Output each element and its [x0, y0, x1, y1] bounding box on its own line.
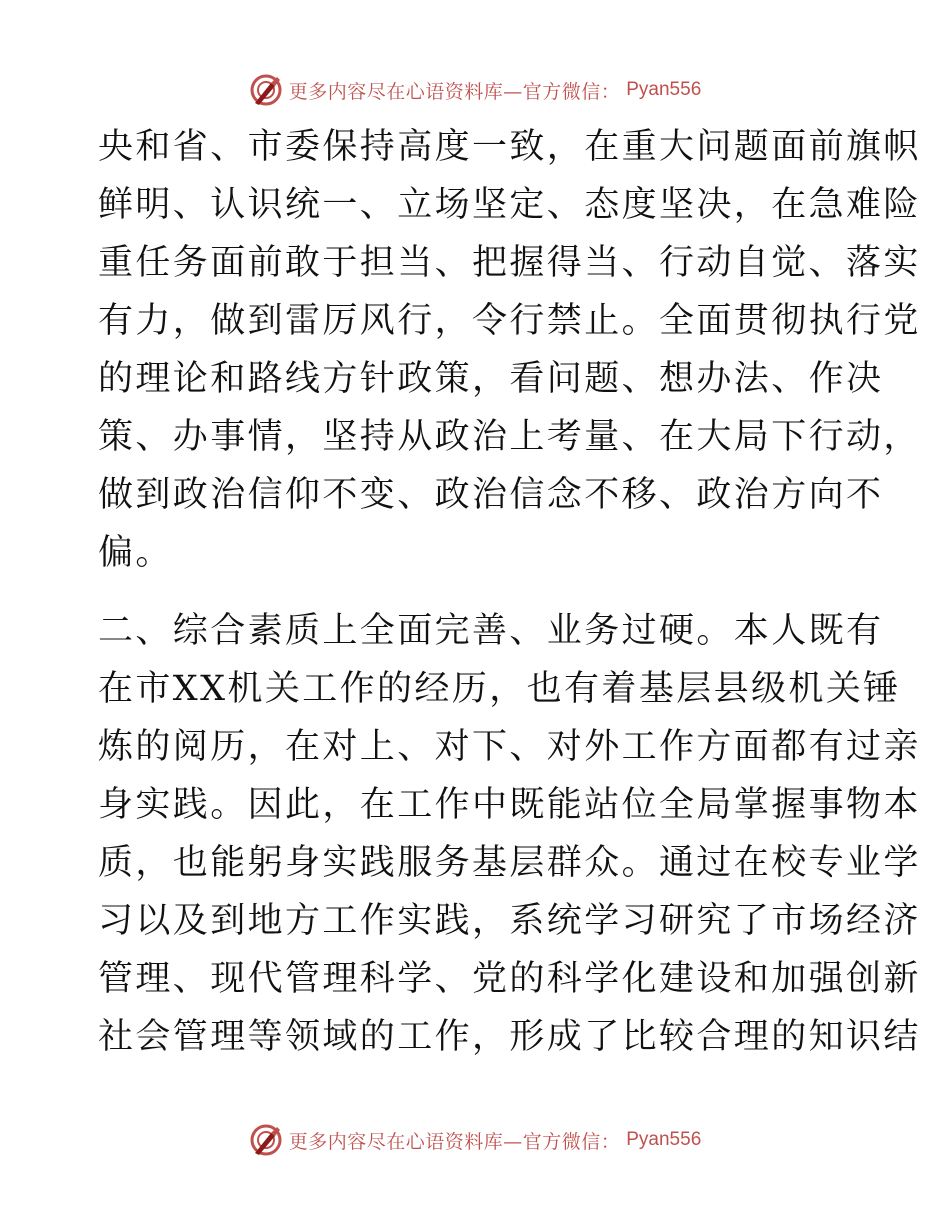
watermark-text: 更多内容尽在心语资料库—官方微信： — [288, 80, 621, 103]
text-line: 有力，做到雷厉风行，令行禁止。全面贯彻执行党 — [98, 301, 921, 341]
text-line: 管理、现代管理科学、党的科学化建设和加强创新 — [98, 959, 921, 999]
footer-watermark — [0, 1122, 950, 1158]
header-watermark — [0, 72, 950, 108]
watermark-text: 更多内容尽在心语资料库—官方微信： — [288, 1130, 621, 1153]
paragraph-gap — [98, 582, 858, 602]
watermark-wechat-id: Pyan556 — [626, 1129, 702, 1150]
text-line: 鲜明、认识统一、立场坚定、态度坚决，在急难险 — [98, 185, 921, 225]
text-line: 做到政治信仰不变、政治信念不移、政治方向不 — [98, 475, 884, 515]
text-line: 身实践。因此，在工作中既能站位全局掌握事物本 — [98, 785, 921, 825]
text-line: 习以及到地方工作实践，系统学习研究了市场经济 — [98, 901, 921, 941]
text-line: 二、综合素质上全面完善、业务过硬。本人既有 — [98, 611, 884, 651]
text-line: 央和省、市委保持高度一致，在重大问题面前旗帜 — [98, 127, 921, 167]
text-line: 社会管理等领域的工作，形成了比较合理的知识结 — [98, 1017, 921, 1057]
pen-logo-icon — [249, 1123, 283, 1157]
document-body — [98, 118, 921, 1066]
text-line: 炼的阅历，在对上、对下、对外工作方面都有过亲 — [98, 727, 921, 767]
pen-logo-icon — [249, 73, 283, 107]
text-line: 的理论和路线方针政策，看问题、想办法、作决 — [98, 359, 884, 399]
text-line: 偏。 — [98, 533, 173, 573]
watermark-wechat-id: Pyan556 — [626, 79, 702, 100]
text-line: 质，也能躬身实践服务基层群众。通过在校专业学 — [98, 843, 921, 883]
text-line: 在市XX机关工作的经历，也有着基层县级机关锤 — [98, 669, 901, 709]
text-line: 策、办事情，坚持从政治上考量、在大局下行动， — [98, 417, 921, 457]
paragraph-2 — [98, 602, 921, 1066]
paragraph-1 — [98, 118, 921, 582]
text-line: 重任务面前敢于担当、把握得当、行动自觉、落实 — [98, 243, 921, 283]
